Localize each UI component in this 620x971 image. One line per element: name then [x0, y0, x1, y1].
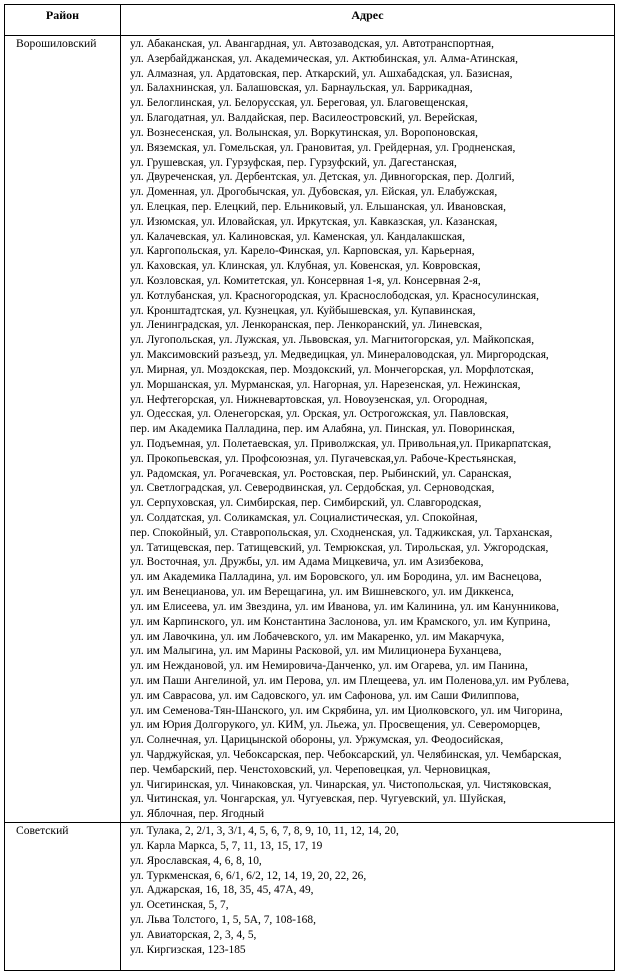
table-row	[5, 36, 615, 823]
address-line: ул. Двуреченская, ул. Дербентская, ул. Детская, ул. Дивногорская, пер. Долгий,	[130, 171, 515, 184]
address-line: ул. Радомская, ул. Рогачевская, ул. Ростовская, пер. Рыбинский, ул. Саранская,	[130, 467, 512, 480]
address-line: ул. Солнечная, ул. Царицынской обороны, ул. Уржумская, ул. Феодосийская,	[130, 734, 504, 747]
address-line: ул. Туркменская, 6, 6/1, 6/2, 12, 14, 19, 20, 22, 26,	[130, 869, 367, 882]
address-line: ул. Светлоградская, ул. Северодвинская, ул. Сердобская, ул. Серноводская,	[130, 482, 495, 495]
address-line: ул. Козловская, ул. Комитетская, ул. Консервная 1-я, ул. Консервная 2-я,	[130, 275, 481, 287]
address-line: ул. Киргизская, 123-185	[130, 943, 246, 956]
address-line: ул. Елецкая, пер. Елецкий, пер. Ельниковый, ул. Ельшанская, ул. Ивановская,	[130, 200, 507, 213]
address-line: ул. Ярославская, 4, 6, 8, 10,	[130, 854, 262, 867]
address-list	[121, 823, 615, 971]
address-line: ул. Подъемная, ул. Полетаевская, ул. Приволжская, ул. Привольная,ул. Прикарпатская,	[130, 437, 552, 450]
address-line: ул. Абаканская, ул. Авангардная, ул. Автозаводская, ул. Автотранспортная,	[130, 38, 495, 50]
address-line: ул. Ленинградская, ул. Ленкоранская, пер. Ленкоранский, ул. Линевская,	[130, 319, 483, 332]
address-line: ул. Калачевская, ул. Калиновская, ул. Каменская, ул. Кандалакшская,	[130, 230, 466, 243]
address-line: ул. Солдатская, ул. Соликамская, ул. Социалистическая, ул. Спокойная,	[130, 512, 478, 524]
address-line: ул. Льва Толстого, 1, 5, 5А, 7, 108-168,	[130, 913, 316, 926]
address-line: ул. Вознесенская, ул. Волынская, ул. Воркутинская, ул. Воропоновская,	[130, 126, 479, 139]
address-line: ул. им Венецианова, ул. им Верещагина, ул. им Вишневского, ул. им Диккенса,	[130, 586, 514, 599]
address-line: ул. Благодатная, ул. Валдайская, пер. Василеостровский, ул. Верейская,	[130, 112, 478, 125]
address-line: пер. Чембарский, пер. Ченстоховский, ул. Череповецкая, ул. Черновицкая,	[130, 763, 491, 776]
address-line: пер. Спокойный, ул. Ставропольская, ул. Сходненская, ул. Таджикская, ул. Тарханская,	[130, 526, 553, 539]
address-line: ул. Балахнинская, ул. Балашовская, ул. Барнаульская, ул. Баррикадная,	[130, 82, 473, 95]
address-line: ул. Доменная, ул. Дрогобычская, ул. Дубовская, ул. Ейская, ул. Елабужская,	[130, 186, 498, 199]
table-header-row	[5, 5, 615, 36]
address-line: ул. Яблочная, пер. Ягодный	[130, 808, 265, 821]
address-line: ул. Максимовский разъезд, ул. Медведицкая, ул. Минераловодская, ул. Миргородская,	[130, 349, 549, 362]
address-line: ул. им Неждановой, ул. им Немировича-Данченко, ул. им Огарева, ул. им Панина,	[130, 660, 528, 673]
address-line: ул. им Саврасова, ул. им Садовского, ул. им Сафонова, ул. им Саши Филиппова,	[130, 689, 520, 702]
column-header-district: Район	[5, 5, 121, 36]
address-line: ул. им Паши Ангелиной, ул. им Перова, ул. им Плещеева, ул. им Поленова,ул. им Рублева,	[130, 674, 570, 687]
address-line: ул. Мирная, ул. Моздокская, пер. Моздокский, ул. Мончегорская, ул. Морфлотская,	[130, 363, 534, 376]
address-line: ул. Аджарская, 16, 18, 35, 45, 47А, 49,	[130, 884, 314, 897]
address-line: ул. им Лавочкина, ул. им Лобачевского, ул. им Макаренко, ул. им Макарчука,	[130, 630, 505, 643]
address-line: ул. им Карпинского, ул. им Константина Заслонова, ул. им Крамского, ул. им Куприна,	[130, 615, 551, 628]
address-line: ул. им Юрия Долгорукого, ул. КИМ, ул. Льежа, ул. Просвещения, ул. Североморцев,	[130, 719, 541, 732]
address-line: пер. им Академика Палладина, пер. им Алабяна, ул. Пинская, ул. Поворинская,	[130, 423, 515, 436]
address-line: ул. Осетинская, 5, 7,	[130, 899, 229, 912]
address-line: ул. Кронштадтская, ул. Кузнецкая, ул. Куйбышевская, ул. Купавинская,	[130, 304, 476, 317]
address-line: ул. Татищевская, пер. Татищевский, ул. Темрюкская, ул. Тирольская, ул. Ужгородская,	[130, 541, 549, 554]
address-line: ул. Прокопьевская, ул. Профсоюзная, ул. Пугачевская,ул. Рабоче-Крестьянская,	[130, 452, 517, 465]
address-line: ул. Белоглинская, ул. Белорусская, ул. Береговая, ул. Благовещенская,	[130, 97, 469, 110]
address-line: ул. Восточная, ул. Дружбы, ул. им Адама Мицкевича, ул. им Азизбекова,	[130, 556, 484, 569]
address-line: ул. им Малыгина, ул. им Марины Расковой, ул. им Милиционера Буханцева,	[130, 645, 502, 658]
address-line: ул. Грушевская, ул. Гурзуфская, пер. Гурзуфский, ул. Дагестанская,	[130, 156, 457, 169]
address-line: ул. им Елисеева, ул. им Звездина, ул. им Иванова, ул. им Калинина, ул. им Канунникова,	[130, 600, 559, 613]
address-line: ул. Авиаторская, 2, 3, 4, 5,	[130, 928, 257, 941]
address-line: ул. им Семенова-Тян-Шанского, ул. им Скрябина, ул. им Циолковского, ул. им Чигорина,	[130, 704, 563, 717]
address-line: ул. Чигиринская, ул. Чинаковская, ул. Чинарская, ул. Чистопольская, ул. Чистяковская,	[130, 778, 552, 791]
table-row	[5, 823, 615, 971]
address-line: ул. Лугопольская, ул. Лужская, ул. Львовская, ул. Магнитогорская, ул. Майкопская,	[130, 334, 535, 347]
address-line: ул. Алмазная, ул. Ардатовская, пер. Аткарский, ул. Ашхабадская, ул. Базисная,	[130, 67, 513, 80]
address-line: ул. Читинская, ул. Чонгарская, ул. Чугуевская, пер. Чугуевский, ул. Шуйская,	[130, 793, 507, 806]
district-name: Советский	[5, 823, 121, 971]
address-list	[121, 36, 615, 823]
address-line: ул. Тулака, 2, 2/1, 3, 3/1, 4, 5, 6, 7, 8, 9, 10, 11, 12, 14, 20,	[130, 825, 399, 838]
district-name: Ворошиловский	[5, 36, 121, 823]
address-line: ул. Нефтегорская, ул. Нижневартовская, ул. Новоузенская, ул. Огородная,	[130, 393, 488, 406]
address-line: ул. Котлубанская, ул. Красногородская, ул. Краснослободская, ул. Красносулинская,	[130, 289, 539, 302]
address-line: ул. им Академика Палладина, ул. им Боровского, ул. им Бородина, ул. им Васнецова,	[130, 571, 542, 584]
address-line: ул. Одесская, ул. Оленегорская, ул. Орская, ул. Острогожская, ул. Павловская,	[130, 408, 509, 421]
address-line: ул. Изюмская, ул. Иловайская, ул. Иркутская, ул. Кавказская, ул. Казанская,	[130, 215, 498, 228]
district-address-table	[4, 4, 615, 971]
address-line: ул. Каргопольская, ул. Карело-Финская, ул. Карповская, ул. Карьерная,	[130, 245, 475, 258]
address-line: ул. Серпуховская, ул. Симбирская, пер. Симбирский, ул. Славгородская,	[130, 497, 482, 510]
address-line: ул. Карла Маркса, 5, 7, 11, 13, 15, 17, 19	[130, 839, 323, 852]
address-line: ул. Моршанская, ул. Мурманская, ул. Нагорная, ул. Нарезенская, ул. Нежинская,	[130, 378, 521, 391]
column-header-address: Адрес	[121, 5, 615, 36]
address-line: ул. Чарджуйская, ул. Чебоксарская, пер. Чебоксарский, ул. Челябинская, ул. Чембарская,	[130, 749, 562, 761]
address-line: ул. Вяземская, ул. Гомельская, ул. Грановитая, ул. Грейдерная, ул. Гродненская,	[130, 141, 516, 154]
address-line: ул. Азербайджанская, ул. Академическая, ул. Актюбинская, ул. Алма-Атинская,	[130, 52, 518, 65]
address-line: ул. Каховская, ул. Клинская, ул. Клубная, ул. Ковенская, ул. Ковровская,	[130, 260, 481, 273]
